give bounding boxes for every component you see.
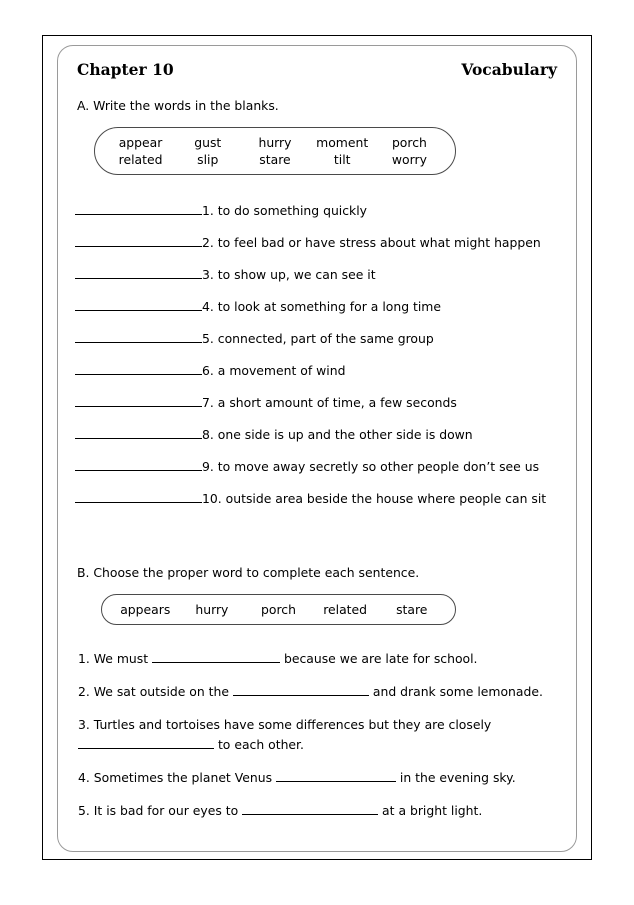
part-b-section [75, 565, 559, 821]
definition-number: 1. [202, 203, 214, 218]
definition-body: to do something quickly [217, 203, 368, 218]
word-bank-word: stare [259, 152, 291, 167]
answer-blank[interactable] [75, 425, 202, 439]
sentence-item [75, 768, 559, 788]
sentence-item [75, 715, 559, 755]
sentence-item [75, 649, 559, 669]
answer-blank[interactable] [75, 393, 202, 407]
answer-blank[interactable] [75, 201, 202, 215]
sentence-tail: at a bright light. [378, 803, 483, 818]
word-bank-word: porch [391, 135, 427, 150]
definition-item [75, 233, 559, 265]
definition-item [75, 201, 559, 233]
answer-blank[interactable] [78, 736, 214, 749]
answer-blank[interactable] [75, 329, 202, 343]
sentence-lead: 3. Turtles and tortoises have some differences but they are closely [78, 717, 492, 732]
sentence-tail: because we are late for school. [280, 651, 478, 666]
definition-body: a movement of wind [217, 363, 346, 378]
definition-body: to look at something for a long time [217, 299, 441, 314]
part-a-word-bank-row-2 [109, 151, 441, 168]
definition-item [75, 361, 559, 393]
part-a-word-bank-row-1 [109, 134, 441, 151]
chapter-title: Chapter 10 [77, 60, 174, 79]
definition-body: connected, part of the same group [217, 331, 434, 346]
part-a-word-bank [94, 127, 456, 175]
answer-blank[interactable] [152, 650, 280, 663]
answer-blank[interactable] [276, 769, 396, 782]
part-a-section [75, 98, 559, 521]
word-bank-word: slip [197, 152, 219, 167]
definition-item [75, 329, 559, 361]
sentence-lead: 1. We must [78, 651, 153, 666]
sentence-lead: 5. It is bad for our eyes to [78, 803, 243, 818]
word-bank-word: hurry [195, 602, 229, 617]
word-bank-word: stare [396, 602, 428, 617]
definition-body: to show up, we can see it [217, 267, 376, 282]
worksheet-header [75, 60, 559, 79]
answer-blank[interactable] [75, 297, 202, 311]
word-bank-word: hurry [258, 135, 292, 150]
definition-body: one side is up and the other side is down [217, 427, 473, 442]
definition-body: a short amount of time, a few seconds [217, 395, 457, 410]
answer-blank[interactable] [233, 683, 369, 696]
definition-number: 4. [202, 299, 214, 314]
definition-number: 6. [202, 363, 214, 378]
word-bank-word: porch [261, 602, 296, 617]
definition-item [75, 265, 559, 297]
definition-number: 8. [202, 427, 214, 442]
definition-body: outside area beside the house where people can sit [225, 491, 547, 506]
sentence-lead: 2. We sat outside on the [78, 684, 233, 699]
definition-number: 5. [202, 331, 214, 346]
sentence-tail: in the evening sky. [395, 770, 516, 785]
definition-item [75, 489, 559, 521]
sentence-item [75, 682, 559, 702]
sentence-item [75, 801, 559, 821]
answer-blank[interactable] [75, 457, 202, 471]
answer-blank[interactable] [75, 265, 202, 279]
word-bank-word: tilt [333, 152, 351, 167]
word-bank-word: moment [316, 135, 369, 150]
definition-number: 7. [202, 395, 214, 410]
sentence-tail: to each other. [214, 737, 304, 752]
definition-number: 10. [202, 491, 222, 506]
definition-item [75, 393, 559, 425]
definition-number: 2. [202, 235, 214, 250]
word-bank-word: appears [120, 602, 171, 617]
definition-item [75, 425, 559, 457]
answer-blank[interactable] [75, 361, 202, 375]
subject-title: Vocabulary [461, 60, 557, 79]
word-bank-word: worry [391, 152, 427, 167]
part-b-sentence-list [75, 649, 559, 821]
definition-body: to move away secretly so other people don’t see us [217, 459, 540, 474]
definition-number: 9. [202, 459, 214, 474]
worksheet [57, 45, 577, 852]
sentence-tail: and drank some lemonade. [368, 684, 543, 699]
definition-body: to feel bad or have stress about what might happen [217, 235, 541, 250]
word-bank-word: gust [194, 135, 222, 150]
part-a-definition-list [75, 201, 559, 521]
definition-number: 3. [202, 267, 214, 282]
part-a-instruction: A. Write the words in the blanks. [77, 98, 279, 113]
part-b-word-bank-row [114, 601, 443, 618]
answer-blank[interactable] [75, 489, 202, 503]
word-bank-word: related [118, 152, 163, 167]
answer-blank[interactable] [242, 802, 378, 815]
definition-item [75, 457, 559, 489]
answer-blank[interactable] [75, 233, 202, 247]
word-bank-word: appear [118, 135, 163, 150]
part-b-instruction: B. Choose the proper word to complete each sentence. [77, 565, 420, 580]
definition-item [75, 297, 559, 329]
part-b-word-bank [101, 594, 456, 625]
word-bank-word: related [323, 602, 368, 617]
sentence-lead: 4. Sometimes the planet Venus [78, 770, 276, 785]
